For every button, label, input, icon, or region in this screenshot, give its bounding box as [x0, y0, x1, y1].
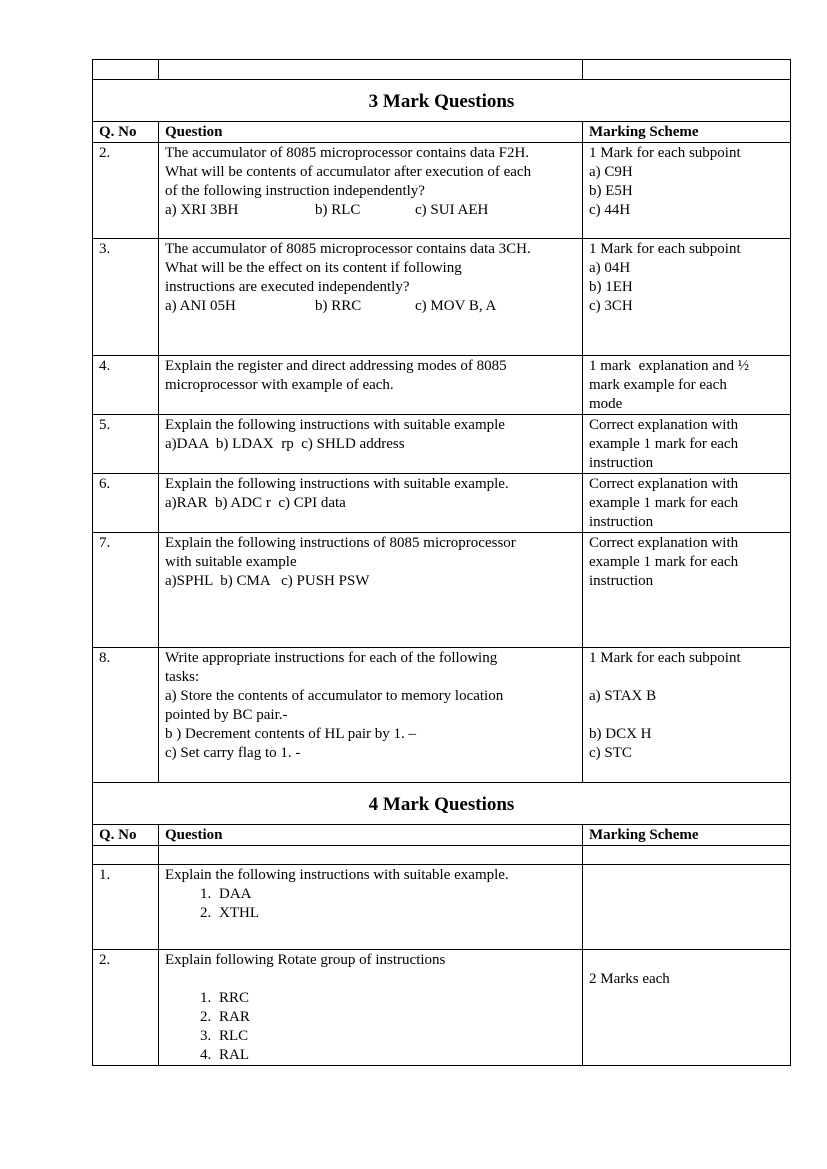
- list-item: 1. RRC: [215, 989, 576, 1008]
- question-number: 6.: [93, 474, 159, 533]
- scheme-line: Correct explanation with: [589, 535, 739, 551]
- scheme-line: b) DCX H: [589, 726, 652, 742]
- header-scheme: Marking Scheme: [583, 122, 791, 143]
- question-number: 5.: [93, 415, 159, 474]
- scheme-line: 2 Marks each: [589, 971, 670, 987]
- table-row: [93, 950, 791, 1066]
- table-row: [93, 648, 791, 783]
- section-row-3-mark: [93, 80, 791, 122]
- question-number: 2.: [93, 950, 159, 1066]
- instruction-list: [165, 885, 576, 923]
- question-line: Explain the following instructions of 8085 microprocessor: [165, 535, 516, 551]
- question-line: a) Store the contents of accumulator to memory location: [165, 688, 504, 704]
- scheme-line: instruction: [589, 573, 654, 589]
- blank-cell: [583, 846, 791, 865]
- question-text: [159, 474, 583, 533]
- question-line: a)RAR b) ADC r c) CPI data: [165, 495, 346, 511]
- question-text: [159, 865, 583, 950]
- options-line: [165, 297, 576, 316]
- scheme-line: mark example for each: [589, 377, 727, 393]
- marking-scheme: [583, 474, 791, 533]
- marking-scheme: [583, 533, 791, 648]
- blank-cell: [583, 60, 791, 80]
- question-line: tasks:: [165, 669, 200, 685]
- question-text: [159, 356, 583, 415]
- scheme-line: example 1 mark for each: [589, 554, 739, 570]
- scheme-line: instruction: [589, 455, 654, 471]
- question-line: with suitable example: [165, 554, 297, 570]
- question-gap: [165, 970, 576, 989]
- question-line: c) Set carry flag to 1. -: [165, 745, 301, 761]
- question-line: Explain the following instructions with suitable example.: [165, 867, 509, 883]
- scheme-line: 1 Mark for each subpoint: [589, 650, 741, 666]
- table-row: [93, 356, 791, 415]
- option: c) SUI AEH: [415, 202, 489, 218]
- header-scheme: Marking Scheme: [583, 825, 791, 846]
- scheme-line: 1 Mark for each subpoint: [589, 241, 741, 257]
- scheme-line: a) C9H: [589, 164, 633, 180]
- blank-cell: [93, 60, 159, 80]
- question-number: 2.: [93, 143, 159, 239]
- marking-scheme: [583, 415, 791, 474]
- table-row: [93, 143, 791, 239]
- question-line: of the following instruction independently?: [165, 183, 425, 199]
- marking-scheme: [583, 143, 791, 239]
- option: b) RRC: [315, 298, 362, 314]
- scheme-line: Correct explanation with: [589, 476, 739, 492]
- section-title-4-mark: 4 Mark Questions: [93, 783, 791, 825]
- question-line: Explain following Rotate group of instructions: [165, 952, 446, 968]
- question-number: 4.: [93, 356, 159, 415]
- options-line: [165, 201, 576, 220]
- list-item: 2. RAR: [215, 1008, 576, 1027]
- scheme-line: 1 Mark for each subpoint: [589, 145, 741, 161]
- question-line: a)DAA b) LDAX rp c) SHLD address: [165, 436, 405, 452]
- scheme-line: Correct explanation with: [589, 417, 739, 433]
- question-text: [159, 648, 583, 783]
- question-line: The accumulator of 8085 microprocessor contains data 3CH.: [165, 241, 531, 257]
- option: c) MOV B, A: [415, 298, 497, 314]
- header-question: Question: [159, 825, 583, 846]
- question-line: Explain the register and direct addressing modes of 8085: [165, 358, 507, 374]
- marking-scheme: [583, 239, 791, 356]
- marking-scheme: [583, 950, 791, 1066]
- header-row: [93, 825, 791, 846]
- option: a) XRI 3BH: [165, 202, 239, 218]
- question-line: The accumulator of 8085 microprocessor contains data F2H.: [165, 145, 530, 161]
- scheme-gap: [589, 706, 784, 725]
- question-line: What will be contents of accumulator after execution of each: [165, 164, 532, 180]
- question-line: Explain the following instructions with suitable example.: [165, 476, 509, 492]
- scheme-line: 1 mark explanation and ½: [589, 358, 749, 374]
- question-number: 8.: [93, 648, 159, 783]
- marking-scheme: [583, 356, 791, 415]
- question-line: pointed by BC pair.-: [165, 707, 288, 723]
- scheme-line: c) 44H: [589, 202, 631, 218]
- section-row-4-mark: [93, 783, 791, 825]
- scheme-line: example 1 mark for each: [589, 436, 739, 452]
- list-item: 3. RLC: [215, 1027, 576, 1046]
- question-text: [159, 143, 583, 239]
- marking-scheme: [583, 648, 791, 783]
- header-question: Question: [159, 122, 583, 143]
- scheme-line: a) 04H: [589, 260, 631, 276]
- section-title-3-mark: 3 Mark Questions: [93, 80, 791, 122]
- scheme-line: b) 1EH: [589, 279, 633, 295]
- instruction-list: [165, 989, 576, 1065]
- question-text: [159, 533, 583, 648]
- scheme-line: c) STC: [589, 745, 632, 761]
- question-number: 1.: [93, 865, 159, 950]
- marking-scheme: [583, 865, 791, 950]
- scheme-gap: [589, 668, 784, 687]
- question-line: Write appropriate instructions for each of the following: [165, 650, 498, 666]
- question-number: 7.: [93, 533, 159, 648]
- scheme-gap: [589, 951, 784, 970]
- blank-cell: [159, 60, 583, 80]
- scheme-line: mode: [589, 396, 623, 412]
- question-line: instructions are executed independently?: [165, 279, 410, 295]
- question-line: microprocessor with example of each.: [165, 377, 394, 393]
- scheme-line: b) E5H: [589, 183, 633, 199]
- list-item: 4. RAL: [215, 1046, 576, 1065]
- header-qno: Q. No: [93, 122, 159, 143]
- question-line: Explain the following instructions with suitable example: [165, 417, 505, 433]
- header-row: [93, 122, 791, 143]
- header-qno: Q. No: [93, 825, 159, 846]
- question-line: b ) Decrement contents of HL pair by 1. –: [165, 726, 417, 742]
- question-table: [92, 59, 791, 1066]
- table-row: [93, 474, 791, 533]
- blank-top-row: [93, 60, 791, 80]
- scheme-line: c) 3CH: [589, 298, 633, 314]
- table-row: [93, 865, 791, 950]
- table-row: [93, 239, 791, 356]
- blank-cell: [93, 846, 159, 865]
- question-text: [159, 415, 583, 474]
- question-text: [159, 950, 583, 1066]
- option: a) ANI 05H: [165, 298, 236, 314]
- question-line: What will be the effect on its content if following: [165, 260, 462, 276]
- table-row: [93, 533, 791, 648]
- question-number: 3.: [93, 239, 159, 356]
- blank-row: [93, 846, 791, 865]
- list-item: 1. DAA: [215, 885, 576, 904]
- scheme-line: a) STAX B: [589, 688, 657, 704]
- question-line: a)SPHL b) CMA c) PUSH PSW: [165, 573, 370, 589]
- blank-cell: [159, 846, 583, 865]
- table-row: [93, 415, 791, 474]
- list-item: 2. XTHL: [215, 904, 576, 923]
- scheme-line: instruction: [589, 514, 654, 530]
- question-text: [159, 239, 583, 356]
- scheme-line: example 1 mark for each: [589, 495, 739, 511]
- option: b) RLC: [315, 202, 361, 218]
